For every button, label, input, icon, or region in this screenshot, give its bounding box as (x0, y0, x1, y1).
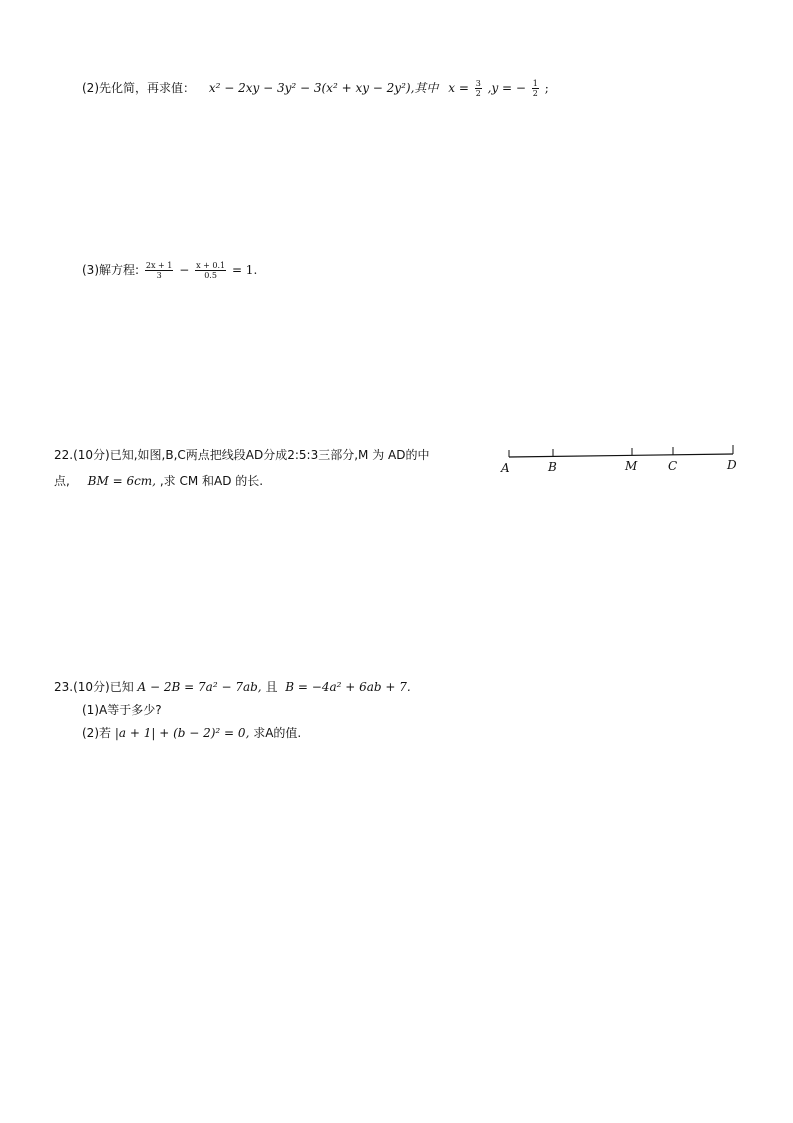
q22-bm-value: BM = 6cm, (87, 474, 156, 488)
q22-line-2-start: 点, (54, 474, 70, 488)
q21-2-prefix: (2)先化简，再求值： (82, 81, 195, 95)
q22-line-2 (54, 473, 263, 489)
fraction-1-numerator: 2x + 1 (145, 261, 173, 270)
fraction-2-denominator: 0.5 (204, 271, 217, 280)
q22-line-2-end: ,求 CM 和AD 的长. (159, 474, 264, 488)
q22-line-1: 22.(10分)已知,如图,B,C两点把线段AD分成2:5:3三部分,M 为 AD的中 (54, 448, 430, 462)
y-denominator: 2 (532, 89, 538, 98)
q21-3-fraction-1 (145, 261, 173, 280)
point-b-label: B (548, 460, 557, 474)
q21-3-prefix: (3)解方程: (82, 263, 140, 277)
fraction-2-numerator: x + 0.1 (196, 261, 226, 270)
point-c-label: C (668, 459, 678, 473)
q21-2-x-equals: x = (448, 81, 469, 95)
q23-equation-1: A − 2B = 7a² − 7ab, (137, 680, 262, 694)
q21-2-line (82, 79, 549, 98)
point-d-label: D (727, 458, 737, 472)
q23-sub2-condition: |a + 1| + (b − 2)² = 0, (114, 726, 250, 740)
q21-3-rhs: = 1. (231, 263, 258, 277)
q23-sub2-end: 求A的值. (253, 726, 302, 740)
segment-ad (509, 454, 733, 457)
point-m-label: M (625, 459, 638, 473)
q21-2-y-equals: ,y = − (487, 81, 526, 95)
q21-3-line (82, 261, 257, 280)
fraction-1-denominator: 3 (156, 271, 162, 280)
q21-2-y-fraction (532, 79, 539, 98)
point-a-label: A (501, 461, 510, 475)
x-numerator: 3 (475, 79, 481, 88)
q23-head: 23.(10分)已知 (54, 680, 134, 694)
q21-3-fraction-2 (195, 261, 226, 280)
q21-2-x-fraction (475, 79, 482, 98)
q23-conjunction: 且 (265, 680, 278, 694)
x-denominator: 2 (475, 89, 481, 98)
q23-equation-2: B = −4a² + 6ab + 7. (285, 680, 411, 694)
q21-3-minus: − (179, 263, 190, 277)
q23-sub2-start: (2)若 (82, 726, 111, 740)
q23-line-1 (54, 679, 411, 695)
q23-subquestion-1: (1)A等于多少? (82, 703, 162, 717)
q23-subquestion-2 (82, 725, 301, 741)
y-numerator: 1 (532, 79, 538, 88)
q21-2-expression: x² − 2xy − 3y² − 3(x² + xy − 2y²),其中 (208, 81, 439, 95)
segment-diagram (497, 440, 747, 476)
q21-2-end: ; (544, 81, 549, 95)
